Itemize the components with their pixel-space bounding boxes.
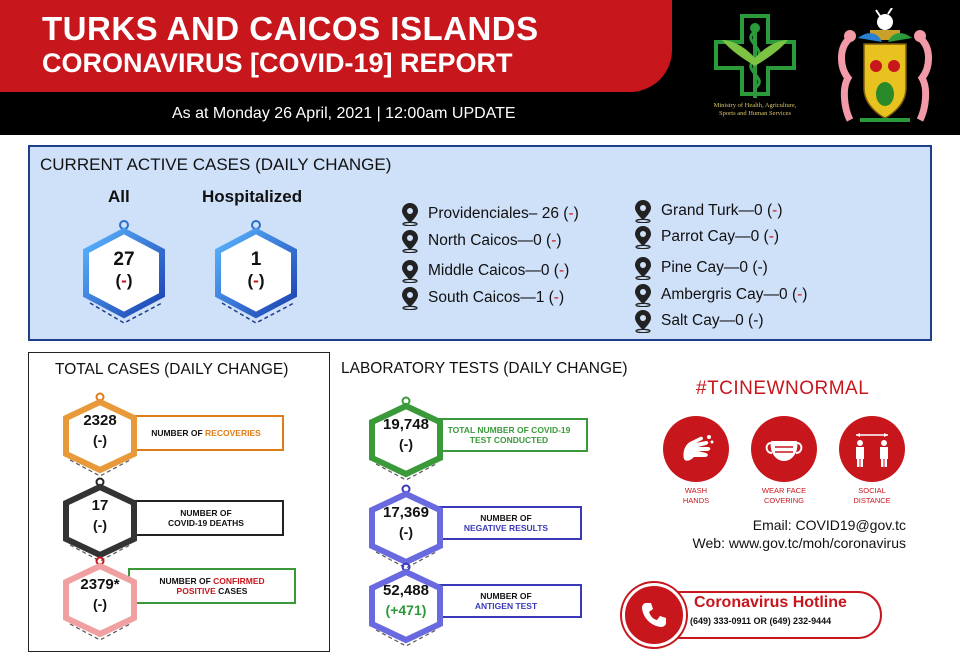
location-middle-caicos: Middle Caicos—0 ( - ) [400, 259, 569, 283]
deaths-value: 17 [91, 497, 109, 514]
hospitalized-value: 1 [250, 249, 262, 270]
map-pin-icon [400, 286, 420, 310]
hashtag: #TCINEWNORMAL [696, 378, 870, 399]
deaths-label: NUMBER OF COVID-19 DEATHS [128, 500, 284, 536]
face-covering-tile: WEAR FACE COVERING [749, 416, 819, 506]
active-cases-panel [28, 145, 932, 341]
confirmed-change: (-) [92, 596, 107, 612]
antigen-test-value: 52,488 [383, 582, 429, 599]
recoveries-label: NUMBER OF RECOVERIES [128, 415, 284, 451]
ministry-name: Ministry of Health, Agriculture, Sports and Human Services [713, 102, 797, 117]
negative-results-value: 17,369 [383, 504, 429, 521]
hospitalized-hexagon [210, 219, 302, 327]
negative-results-hexagon [364, 484, 448, 570]
all-active-hexagon [78, 219, 170, 327]
map-pin-icon [633, 283, 653, 307]
antigen-test-hexagon [364, 562, 448, 648]
website-text: Web: www.gov.tc/moh/coronavirus [692, 535, 906, 551]
wash-hands-tile: WASH HANDS [661, 416, 731, 506]
hotline-title: Coronavirus Hotline [694, 594, 847, 611]
email-text: Email: COVID19@gov.tc [752, 517, 906, 533]
confirmed-value: 2379* [80, 576, 120, 593]
map-pin-icon [400, 259, 420, 283]
negative-results-label: NUMBER OF NEGATIVE RESULTS [430, 506, 582, 540]
hospitalized-change: (-) [247, 271, 265, 290]
social-distance-tile: SOCIAL DISTANCE [837, 416, 907, 506]
contact-info [676, 516, 906, 552]
negative-results-change: (-) [398, 524, 413, 540]
coat-of-arms-icon [830, 8, 940, 130]
total-tests-hexagon [364, 396, 448, 482]
map-pin-icon [400, 202, 420, 226]
recoveries-change: (-) [92, 432, 107, 448]
total-tests-label: TOTAL NUMBER OF COVID-19 TEST CONDUCTED [430, 418, 588, 452]
location-pine-cay: Pine Cay—0 ( - ) [633, 256, 768, 280]
confirmed-hexagon [58, 556, 142, 642]
page-subtitle: CORONAVIRUS [COVID-19] REPORT [42, 48, 513, 78]
all-label: All [108, 187, 130, 206]
recoveries-hexagon [58, 392, 142, 478]
antigen-test-change: (+471) [385, 602, 427, 618]
map-pin-icon [400, 229, 420, 253]
lab-tests-title: LABORATORY TESTS (DAILY CHANGE) [341, 360, 628, 377]
location-salt-cay: Salt Cay—0 ( - ) [633, 309, 764, 333]
phone-icon [622, 583, 686, 647]
map-pin-icon [633, 225, 653, 249]
page-title: TURKS AND CAICOS ISLANDS [42, 10, 539, 47]
social-distance-icon [839, 416, 905, 482]
hotline-banner [620, 583, 884, 647]
all-active-change: (-) [115, 271, 133, 290]
location-south-caicos: South Caicos—1 ( - ) [400, 286, 564, 310]
deaths-hexagon [58, 477, 142, 563]
total-tests-value: 19,748 [383, 416, 429, 433]
update-timestamp: As at Monday 26 April, 2021 | 12:00am UPDATE [172, 105, 516, 122]
map-pin-icon [633, 309, 653, 333]
wash-hands-icon [663, 416, 729, 482]
total-tests-change: (-) [398, 436, 413, 452]
location-parrot-cay: Parrot Cay—0 ( - ) [633, 225, 779, 249]
deaths-change: (-) [92, 517, 107, 533]
face-mask-icon [751, 416, 817, 482]
location-ambergris-cay: Ambergris Cay—0 ( - ) [633, 283, 807, 307]
hotline-numbers: (649) 333-0911 OR (649) 232-9444 [690, 616, 832, 626]
report-header [0, 0, 960, 135]
recoveries-value: 2328 [83, 412, 117, 429]
map-pin-icon [633, 256, 653, 280]
hospitalized-label: Hospitalized [202, 187, 303, 206]
location-grand-turk: Grand Turk—0 ( - ) [633, 199, 782, 223]
all-active-value: 27 [113, 249, 135, 270]
confirmed-label: NUMBER OF CONFIRMED POSITIVE CASES [128, 568, 296, 604]
location-providenciales: Providenciales– 26 ( - ) [400, 202, 579, 226]
active-cases-title: CURRENT ACTIVE CASES (DAILY CHANGE) [40, 155, 392, 174]
antigen-test-label: NUMBER OF ANTIGEN TEST [430, 584, 582, 618]
total-cases-title: TOTAL CASES (DAILY CHANGE) [55, 361, 289, 378]
map-pin-icon [633, 199, 653, 223]
location-north-caicos: North Caicos—0 ( - ) [400, 229, 562, 253]
